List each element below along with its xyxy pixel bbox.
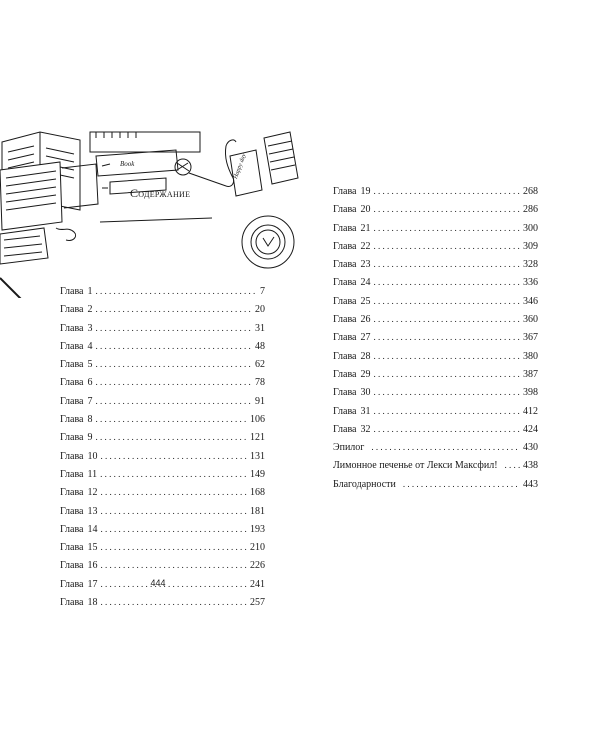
entry-label: Глава xyxy=(333,259,357,271)
leader-dots xyxy=(374,182,521,200)
entry-page: 300 xyxy=(523,222,538,234)
entry-label: Глава xyxy=(333,368,357,380)
entry-page: 210 xyxy=(250,542,265,554)
entry-label: Глава xyxy=(333,295,357,307)
toc-entry[interactable] xyxy=(60,337,265,355)
toc-entry[interactable] xyxy=(60,520,265,538)
entry-page: 131 xyxy=(250,450,265,462)
toc-entry[interactable] xyxy=(333,402,538,420)
leader-dots xyxy=(374,328,521,346)
entry-number: 15 xyxy=(87,542,98,554)
entry-label: Глава xyxy=(333,423,357,435)
entry-number: 17 xyxy=(87,578,98,590)
entry-label: Глава xyxy=(60,395,84,407)
entry-label: Глава xyxy=(333,204,357,216)
entry-page: 268 xyxy=(523,186,538,197)
entry-label: Глава xyxy=(60,542,84,554)
entry-page: 328 xyxy=(523,259,538,271)
entry-number: 21 xyxy=(360,222,371,234)
toc-entry[interactable] xyxy=(333,237,538,255)
leader-dots xyxy=(101,575,248,593)
leader-dots xyxy=(374,365,521,383)
toc-entry[interactable] xyxy=(60,447,265,465)
toc-title: Содержание xyxy=(130,186,191,200)
entry-page: 380 xyxy=(523,350,538,362)
leader-dots xyxy=(374,273,521,291)
entry-number: 16 xyxy=(87,560,98,572)
leader-dots xyxy=(371,438,520,456)
toc-list-left xyxy=(60,282,265,611)
leader-dots xyxy=(96,282,258,300)
toc-entry[interactable] xyxy=(60,465,265,483)
toc-entry[interactable] xyxy=(333,420,538,438)
entry-label: Глава xyxy=(60,450,84,462)
entry-number: 20 xyxy=(360,204,371,216)
entry-label: Глава xyxy=(60,432,84,444)
entry-number: 11 xyxy=(87,468,98,480)
entry-label: Глава xyxy=(60,304,84,316)
toc-entry[interactable] xyxy=(60,556,265,574)
page-number: 444 xyxy=(150,578,166,588)
entry-page: 7 xyxy=(260,286,265,297)
leader-dots xyxy=(101,556,248,574)
toc-entry[interactable] xyxy=(333,219,538,237)
entry-label: Глава xyxy=(60,468,84,480)
toc-entry[interactable] xyxy=(333,310,538,328)
leader-dots xyxy=(374,310,521,328)
entry-label: Глава xyxy=(60,340,84,352)
leader-dots xyxy=(101,447,248,465)
entry-label: Глава xyxy=(333,405,357,417)
leader-dots xyxy=(96,319,253,337)
leader-dots xyxy=(505,456,520,474)
entry-page: 286 xyxy=(523,204,538,216)
entry-page: 443 xyxy=(523,478,538,490)
entry-number: 6 xyxy=(87,377,93,389)
entry-number: 28 xyxy=(360,350,371,362)
entry-number: 19 xyxy=(360,186,371,197)
entry-label: Глава xyxy=(60,523,84,535)
leader-dots xyxy=(96,337,253,355)
entry-number: 32 xyxy=(360,423,371,435)
leader-dots xyxy=(101,593,248,611)
leader-dots xyxy=(101,520,248,538)
entry-number: 5 xyxy=(87,359,93,371)
toc-entry[interactable] xyxy=(60,319,265,337)
entry-label: Глава xyxy=(60,359,84,371)
toc-list-right xyxy=(333,182,538,493)
entry-label: Глава xyxy=(333,222,357,234)
leader-dots xyxy=(403,475,520,493)
entry-label: Глава xyxy=(333,350,357,362)
leader-dots xyxy=(96,410,248,428)
entry-label: Глава xyxy=(333,240,357,252)
toc-entry[interactable] xyxy=(60,392,265,410)
desk-illustration-top xyxy=(0,118,302,298)
entry-number: 26 xyxy=(360,314,371,326)
entry-page: 168 xyxy=(250,487,265,499)
toc-entry[interactable] xyxy=(333,200,538,218)
entry-label: Глава xyxy=(60,560,84,572)
entry-page: 181 xyxy=(250,505,265,517)
microphone-illustration xyxy=(175,140,236,186)
toc-entry[interactable] xyxy=(60,410,265,428)
entry-label: Глава xyxy=(60,487,84,499)
toc-entry[interactable] xyxy=(60,593,265,611)
happy-day-label: Happy day xyxy=(232,153,248,180)
entry-label: Глава xyxy=(60,322,84,334)
entry-number: 1 xyxy=(87,286,93,297)
entry-page: 20 xyxy=(255,304,265,316)
entry-label: Благодарности xyxy=(333,478,396,490)
leader-dots xyxy=(101,502,248,520)
entry-label: Глава xyxy=(60,377,84,389)
toc-entry[interactable] xyxy=(60,300,265,318)
toc-entry[interactable] xyxy=(60,428,265,446)
books-illustration xyxy=(0,132,98,230)
leader-dots xyxy=(101,483,248,501)
entry-label: Глава xyxy=(333,277,357,289)
entry-page: 367 xyxy=(523,332,538,344)
entry-number: 22 xyxy=(360,240,371,252)
entry-label: Глава xyxy=(333,387,357,399)
leader-dots xyxy=(96,392,253,410)
entry-number: 10 xyxy=(87,450,98,462)
leader-dots xyxy=(96,355,253,373)
entry-number: 29 xyxy=(360,368,371,380)
leader-dots xyxy=(374,219,521,237)
toc-entry[interactable] xyxy=(333,347,538,365)
entry-label: Лимонное печенье от Лекси Максфил! xyxy=(333,460,498,472)
entry-page: 48 xyxy=(255,340,265,352)
entry-page: 398 xyxy=(523,387,538,399)
entry-page: 424 xyxy=(523,423,538,435)
entry-page: 360 xyxy=(523,314,538,326)
entry-page: 31 xyxy=(255,322,265,334)
leader-dots xyxy=(96,300,253,318)
leader-dots xyxy=(101,538,248,556)
entry-page: 226 xyxy=(250,560,265,572)
entry-label: Глава xyxy=(333,186,357,197)
entry-number: 24 xyxy=(360,277,371,289)
leader-dots xyxy=(96,428,248,446)
entry-number: 12 xyxy=(87,487,98,499)
entry-number: 3 xyxy=(87,322,93,334)
entry-page: 387 xyxy=(523,368,538,380)
entry-number: 13 xyxy=(87,505,98,517)
leader-dots xyxy=(374,383,521,401)
toc-entry[interactable] xyxy=(333,273,538,291)
entry-page: 193 xyxy=(250,523,265,535)
toc-entry[interactable] xyxy=(333,255,538,273)
toc-entry-recipe[interactable] xyxy=(333,456,538,474)
entry-label: Глава xyxy=(60,414,84,426)
entry-page: 241 xyxy=(250,578,265,590)
entry-label: Глава xyxy=(60,597,84,609)
entry-label: Глава xyxy=(333,332,357,344)
coffee-cup-illustration xyxy=(242,216,294,268)
book-label: Book xyxy=(120,160,135,168)
leader-dots xyxy=(374,347,521,365)
leader-dots xyxy=(96,373,253,391)
toc-entry[interactable] xyxy=(333,383,538,401)
entry-number: 27 xyxy=(360,332,371,344)
entry-page: 149 xyxy=(250,468,265,480)
right-page xyxy=(300,0,600,750)
entry-label: Глава xyxy=(60,286,84,297)
entry-page: 412 xyxy=(523,405,538,417)
entry-label: Эпилог xyxy=(333,442,365,454)
toc-entry[interactable] xyxy=(60,483,265,501)
toc-entry[interactable] xyxy=(60,373,265,391)
leader-dots xyxy=(374,292,521,310)
toc-entry[interactable] xyxy=(60,502,265,520)
entry-label: Глава xyxy=(333,314,357,326)
toc-entry[interactable] xyxy=(60,355,265,373)
entry-page: 257 xyxy=(250,597,265,609)
entry-number: 18 xyxy=(87,597,98,609)
toc-entry[interactable] xyxy=(333,292,538,310)
toc-entry[interactable] xyxy=(60,282,265,300)
leader-dots xyxy=(374,255,521,273)
entry-page: 106 xyxy=(250,414,265,426)
toc-entry-acknowledgements[interactable] xyxy=(333,475,538,493)
entry-number: 4 xyxy=(87,340,93,352)
toc-entry-epilogue[interactable] xyxy=(333,438,538,456)
entry-number: 9 xyxy=(87,432,93,444)
entry-number: 25 xyxy=(360,295,371,307)
entry-page: 346 xyxy=(523,295,538,307)
toc-entry[interactable] xyxy=(333,365,538,383)
entry-label: Глава xyxy=(60,505,84,517)
leader-dots xyxy=(374,420,521,438)
entry-page: 430 xyxy=(523,442,538,454)
leader-dots xyxy=(374,200,521,218)
leader-dots xyxy=(100,465,247,483)
entry-page: 78 xyxy=(255,377,265,389)
entry-number: 14 xyxy=(87,523,98,535)
entry-number: 31 xyxy=(360,405,371,417)
leader-dots xyxy=(374,237,521,255)
entry-page: 62 xyxy=(255,359,265,371)
entry-page: 121 xyxy=(250,432,265,444)
entry-number: 30 xyxy=(360,387,371,399)
entry-number: 7 xyxy=(87,395,93,407)
entry-page: 438 xyxy=(523,460,538,472)
entry-label: Глава xyxy=(60,578,84,590)
toc-entry[interactable] xyxy=(333,182,538,200)
toc-entry[interactable] xyxy=(333,328,538,346)
entry-number: 23 xyxy=(360,259,371,271)
entry-number: 2 xyxy=(87,304,93,316)
entry-page: 91 xyxy=(255,395,265,407)
entry-page: 336 xyxy=(523,277,538,289)
toc-entry[interactable] xyxy=(60,538,265,556)
entry-number: 8 xyxy=(87,414,93,426)
entry-page: 309 xyxy=(523,240,538,252)
leader-dots xyxy=(374,402,521,420)
